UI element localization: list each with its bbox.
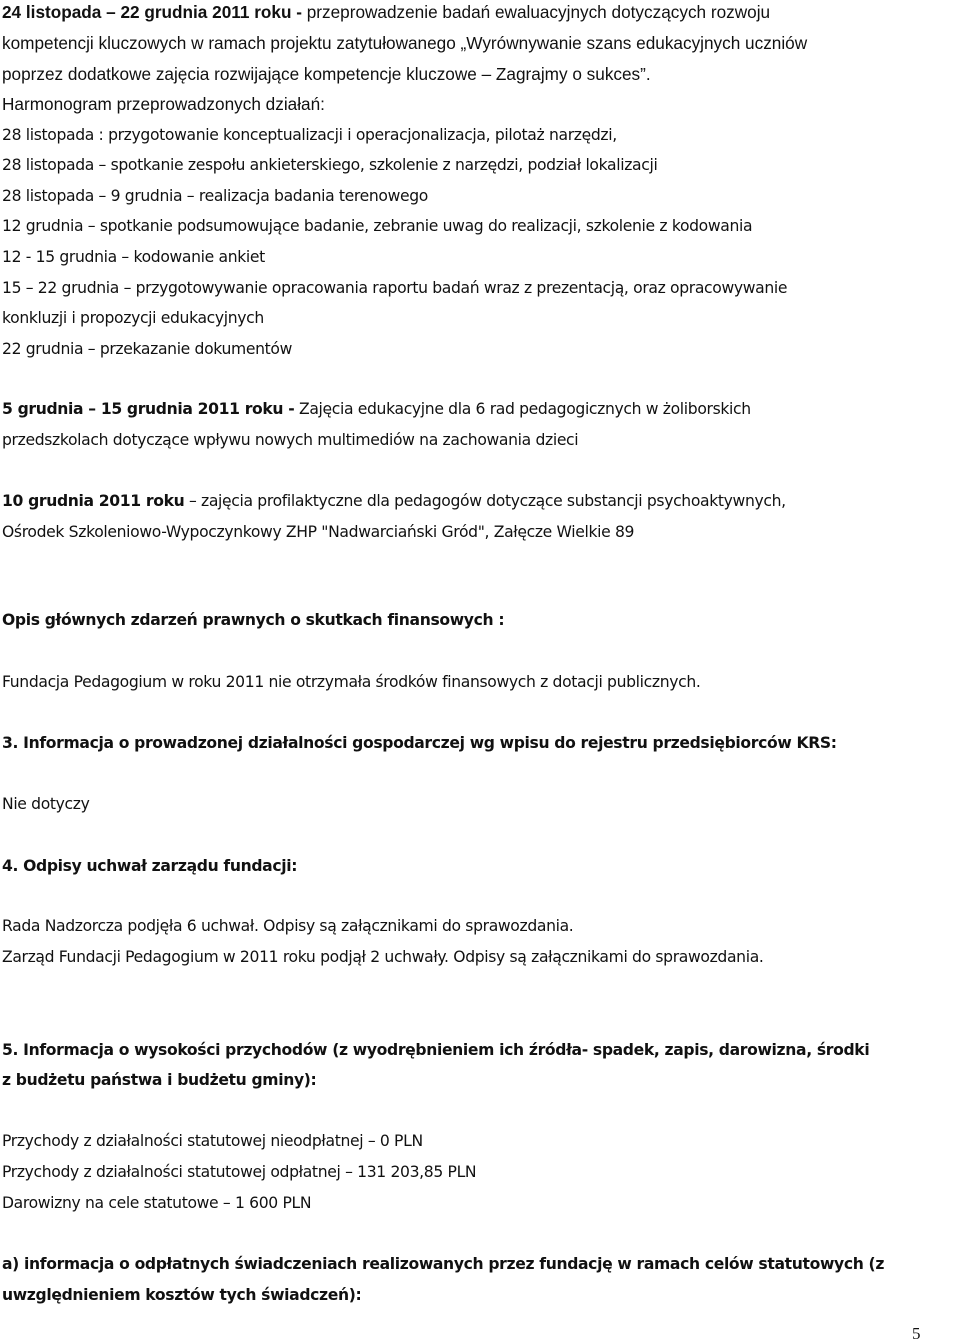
schedule-item: 28 listopada : przygotowanie konceptualizacji i operacjonalizacja, pilotaż narzędzi, <box>2 126 617 144</box>
subsection-a-line-2: uwzględnieniem kosztów tych świadczeń): <box>2 1286 362 1304</box>
schedule-item: 15 – 22 grudnia – przygotowywanie opracowania raportu badań wraz z prezentacją, oraz opracowywanie <box>2 279 788 297</box>
resolutions-management-board: Zarząd Fundacji Pedagogium w 2011 roku podjął 2 uchwały. Odpisy są załącznikami do sprawozdania. <box>2 948 764 966</box>
revenue-item: Przychody z działalności statutowej odpłatnej – 131 203,85 PLN <box>2 1163 477 1181</box>
classes-line-1 <box>2 398 751 420</box>
prevention-line-2: Ośrodek Szkoleniowo-Wypoczynkowy ZHP "Nadwarciański Gród", Załęcze Wielkie 89 <box>2 523 635 541</box>
section-3-heading: 3. Informacja o prowadzonej działalności gospodarczej wg wpisu do rejestru przedsiębiorców KRS: <box>2 734 837 752</box>
evaluation-date: 24 listopada – 22 grudnia 2011 roku - <box>2 2 302 22</box>
page-number: 5 <box>912 1324 921 1343</box>
schedule-item: 28 listopada – 9 grudnia – realizacja badania terenowego <box>2 187 428 205</box>
prevention-date: 10 grudnia 2011 roku <box>2 492 185 510</box>
resolutions-supervisory-board: Rada Nadzorcza podjęła 6 uchwał. Odpisy są załącznikami do sprawozdania. <box>2 917 574 935</box>
schedule-item: 22 grudnia – przekazanie dokumentów <box>2 340 292 358</box>
section-4-heading: 4. Odpisy uchwał zarządu fundacji: <box>2 857 298 875</box>
evaluation-line-3: poprzez dodatkowe zajęcia rozwijające kompetencje kluczowe – Zagrajmy o sukces”. <box>2 64 651 84</box>
legal-events-text: Fundacja Pedagogium w roku 2011 nie otrzymała środków finansowych z dotacji publicznych. <box>2 673 701 691</box>
section-5-heading-line-1: 5. Informacja o wysokości przychodów (z wyodrębnieniem ich źródła- spadek, zapis, darowizna, środki <box>2 1041 870 1059</box>
schedule-title: Harmonogram przeprowadzonych działań: <box>2 94 325 114</box>
classes-description: Zajęcia edukacyjne dla 6 rad pedagogicznych w żoliborskich <box>294 400 751 418</box>
schedule-item: 12 - 15 grudnia – kodowanie ankiet <box>2 248 265 266</box>
classes-date: 5 grudnia – 15 grudnia 2011 roku - <box>2 400 295 418</box>
section-5-heading-line-2: z budżetu państwa i budżetu gminy): <box>2 1071 317 1089</box>
evaluation-line-2: kompetencji kluczowych w ramach projektu zatytułowanego „Wyrównywanie szans edukacyjnych uczniów <box>2 33 808 53</box>
revenue-item: Przychody z działalności statutowej nieodpłatnej – 0 PLN <box>2 1132 423 1150</box>
schedule-item: 28 listopada – spotkanie zespołu ankieterskiego, szkolenie z narzędzi, podział lokalizacji <box>2 156 658 174</box>
classes-line-2: przedszkolach dotyczące wpływu nowych multimediów na zachowania dzieci <box>2 431 579 449</box>
prevention-line-1 <box>2 490 786 512</box>
subsection-a-line-1: a) informacja o odpłatnych świadczeniach realizowanych przez fundację w ramach celów statutowych (z <box>2 1255 885 1273</box>
evaluation-description: przeprowadzenie badań ewaluacyjnych dotyczących rozwoju <box>301 2 771 22</box>
section-3-text: Nie dotyczy <box>2 795 90 813</box>
schedule-item: konkluzji i propozycji edukacyjnych <box>2 309 264 327</box>
schedule-item: 12 grudnia – spotkanie podsumowujące badanie, zebranie uwag do realizacji, szkolenie z kodowania <box>2 217 753 235</box>
prevention-description: – zajęcia profilaktyczne dla pedagogów dotyczące substancji psychoaktywnych, <box>184 492 786 510</box>
legal-events-heading: Opis głównych zdarzeń prawnych o skutkach finansowych : <box>2 611 505 629</box>
revenue-item: Darowizny na cele statutowe – 1 600 PLN <box>2 1194 312 1212</box>
evaluation-line-1 <box>2 1 770 23</box>
